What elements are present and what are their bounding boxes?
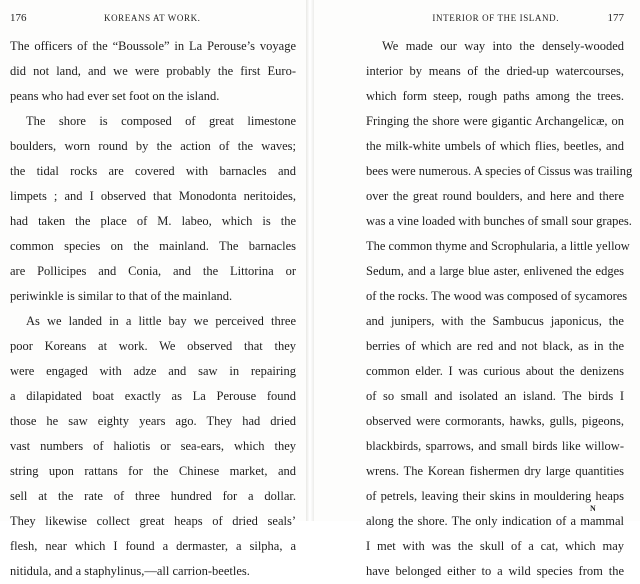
text-line: and junipers, with the Sambucus japonicus, the bbox=[366, 314, 624, 328]
text-line: are Pollicipes and Conia, and the Littorina or bbox=[10, 264, 296, 278]
left-page bbox=[0, 0, 306, 578]
text-line: periwinkle is similar to that of the mainland. bbox=[10, 289, 233, 303]
left-page-header bbox=[10, 12, 296, 26]
text-line: which form steep, rough paths among the trees. bbox=[366, 89, 624, 103]
text-line: the milk-white umbels of which flies, beetles, and bbox=[366, 139, 624, 153]
text-line: did not land, and we were probably the first Euro- bbox=[10, 64, 296, 78]
text-line: I met with was the skull of a cat, which may bbox=[366, 539, 624, 553]
text-line: have belonged either to a wild species from the bbox=[366, 564, 624, 578]
text-line: They likewise collect great heaps of dried seals’ bbox=[10, 514, 296, 528]
text-line: interior by means of the dried-up watercourses, bbox=[366, 64, 624, 78]
text-line: The shore is composed of great limestone bbox=[26, 114, 296, 128]
text-line: peans who had ever set foot on the island. bbox=[10, 89, 220, 103]
text-line: of so small and isolated an island. The birds I bbox=[366, 389, 624, 403]
text-line: of petrels, leaving their skins in mouldering heaps bbox=[366, 489, 624, 503]
text-line: vast numbers of haliotis or sea-ears, which they bbox=[10, 439, 296, 453]
text-line: blackbirds, sparrows, and small birds like willow- bbox=[366, 439, 624, 453]
text-line: string upon rattans for the Chinese market, and bbox=[10, 464, 296, 478]
text-line: had taken the place of M. labeo, which is the bbox=[10, 214, 296, 228]
text-line: over the great round boulders, and here and there bbox=[366, 189, 624, 203]
right-page-header bbox=[366, 12, 624, 26]
text-line: those he saw eighty years ago. They had dried bbox=[10, 414, 296, 428]
text-line: was a vine loaded with bunches of small sour grapes. bbox=[366, 214, 632, 228]
text-line: The officers of the “Boussole” in La Perouse’s voyage bbox=[10, 39, 296, 53]
left-page-number: 176 bbox=[10, 12, 27, 24]
text-line: nitidula, and a staphylinus,—all carrion-beetles. bbox=[10, 564, 250, 578]
text-line: berries of which are red and not black, as in the bbox=[366, 339, 624, 353]
text-line: bees were numerous. A species of Cissus was trailing bbox=[366, 164, 633, 178]
text-line: The common thyme and Scrophularia, a little yellow bbox=[366, 239, 630, 253]
text-line: Fringing the shore were gigantic Archangelicæ, on bbox=[366, 114, 624, 128]
text-line: were engaged with adze and saw in repairing bbox=[10, 364, 296, 378]
book-gutter bbox=[306, 0, 314, 521]
text-line: flesh, near which I found a dermaster, a silpha, a bbox=[10, 539, 296, 553]
right-page-number: 177 bbox=[607, 12, 624, 24]
text-line: We made our way into the densely-wooded bbox=[382, 39, 624, 53]
text-line: boulders, worn round by the action of the waves; bbox=[10, 139, 296, 153]
text-line: poor Koreans at work. We observed that they bbox=[10, 339, 296, 353]
text-line: common elder. I was curious about the denizens bbox=[366, 364, 624, 378]
text-line: limpets ; and I observed that Monodonta neritoides, bbox=[10, 189, 296, 203]
right-page-body bbox=[366, 34, 633, 584]
signature-mark: N bbox=[590, 504, 596, 513]
text-line: common species on the mainland. The barnacles bbox=[10, 239, 296, 253]
text-line: As we landed in a little bay we perceived three bbox=[26, 314, 296, 328]
text-line: the tidal rocks are covered with barnacles and bbox=[10, 164, 296, 178]
left-running-head: KOREANS AT WORK. bbox=[103, 13, 201, 23]
text-line: along the shore. The only indication of a mammal bbox=[366, 514, 624, 528]
right-running-head: INTERIOR OF THE ISLAND. bbox=[432, 13, 560, 23]
text-line: of the rocks. The wood was composed of sycamores bbox=[366, 289, 628, 303]
text-line: wrens. The Korean fishermen dry large quantities bbox=[366, 464, 624, 478]
text-line: a dilapidated boat exactly as La Perouse found bbox=[10, 389, 296, 403]
text-line: Sedum, and a large blue aster, enlivened the edges bbox=[366, 264, 624, 278]
right-page bbox=[314, 0, 640, 578]
text-line: sell at the rate of three hundred for a dollar. bbox=[10, 489, 296, 503]
text-line: observed were cormorants, hawks, gulls, pigeons, bbox=[366, 414, 624, 428]
left-page-body bbox=[10, 34, 296, 584]
